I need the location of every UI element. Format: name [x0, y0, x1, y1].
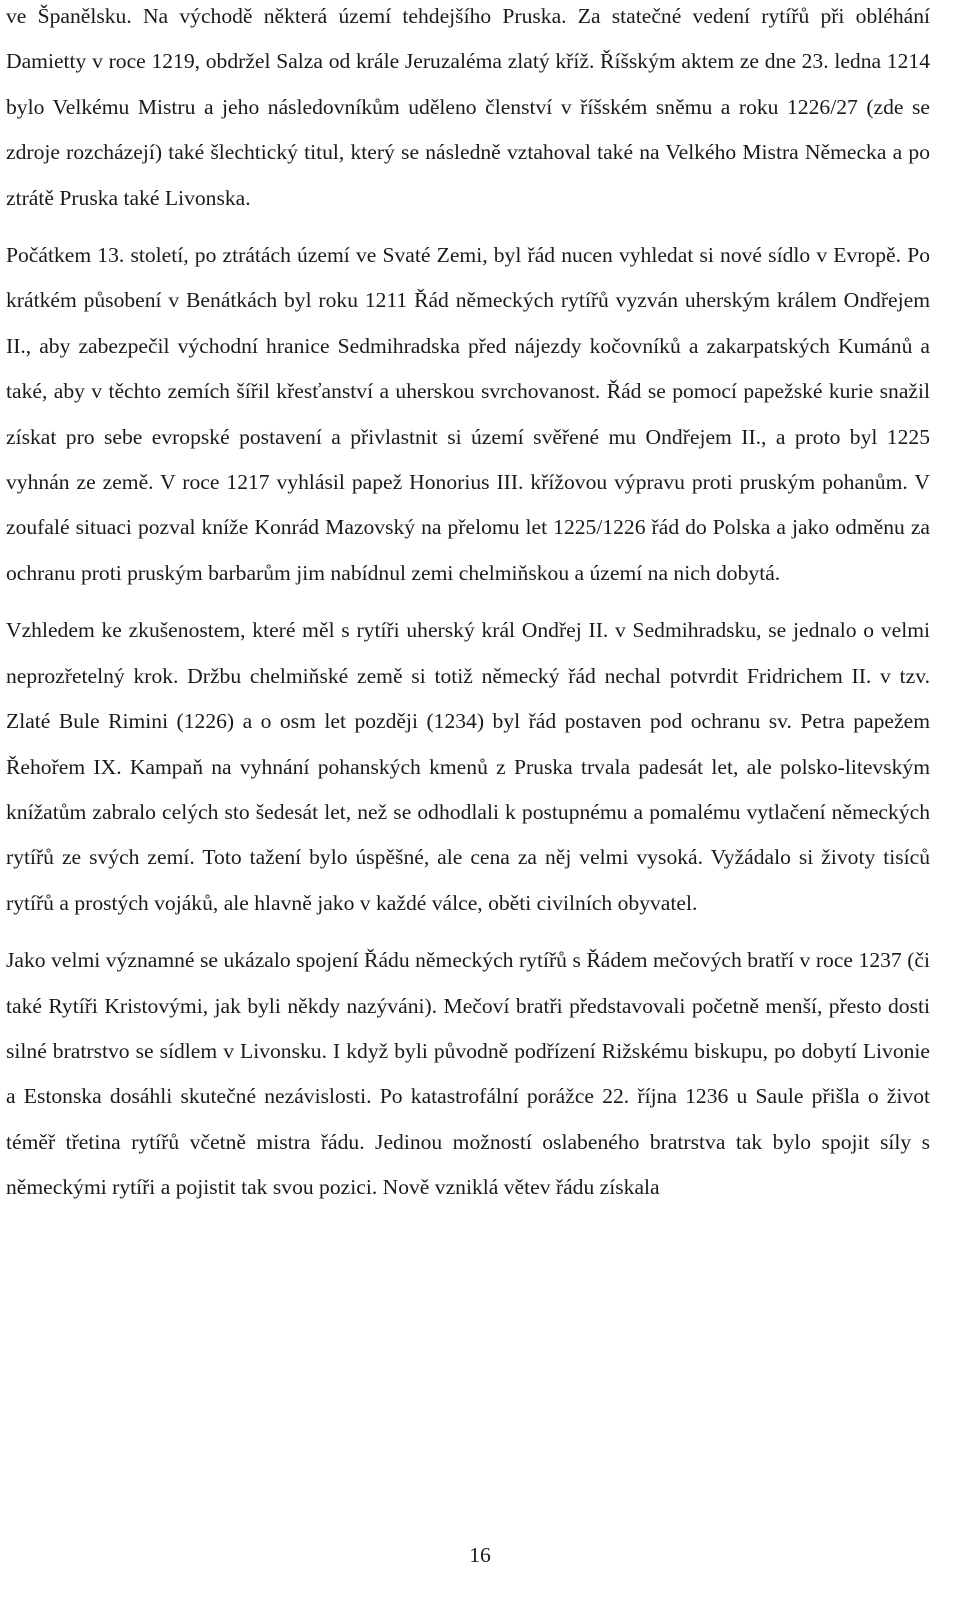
paragraph-3: Vzhledem ke zkušenostem, které měl s rytíři uherský král Ondřej II. v Sedmihradsku, se jednalo o velmi neprozřetelný krok. Držbu chelmiňské země si totiž německý řád nechal potvrdit Fridrichem II. v tzv. Zlaté Bule Rimini (1226) a o osm let později (1234) byl řád postaven pod ochranu sv. Petra papežem Řehořem IX. Kampaň na vyhnání pohanských kmenů z Pruska trvala padesát let, ale polsko-litevským knížatům zabralo celých sto šedesát let, než se odhodlali k postupnému a pomalému vytlačení německých rytířů ze svých zemí. Toto tažení bylo úspěšné, ale cena za něj velmi vysoká. Vyžádalo si životy tisíců rytířů a prostých vojáků, ale hlavně jako v každé válce, oběti civilních obyvatel. [6, 618, 930, 915]
document-page [6, 0, 930, 1211]
paragraph-2: Počátkem 13. století, po ztrátách území ve Svaté Zemi, byl řád nucen vyhledat si nové sídlo v Evropě. Po krátkém působení v Benátkách byl roku 1211 Řád německých rytířů vyzván uherským králem Ondřejem II., aby zabezpečil východní hranice Sedmihradska před nájezdy kočovníků a zakarpatských Kumánů a také, aby v těchto zemích šířil křesťanství a uherskou svrchovanost. Řád se pomocí papežské kurie snažil získat pro sebe evropské postavení a přivlastnit si území svěřené mu Ondřejem II., a proto byl 1225 vyhnán ze země. V roce 1217 vyhlásil papež Honorius III. křížovou výpravu proti pruským pohanům. V zoufalé situaci pozval kníže Konrád Mazovský na přelomu let 1225/1226 řád do Polska a jako odměnu za ochranu proti pruským barbarům jim nabídnul zemi chelmiňskou a území na nich dobytá. [6, 243, 930, 585]
paragraph-1: ve Španělsku. Na východě některá území tehdejšího Pruska. Za statečné vedení rytířů při obléhání Damietty v roce 1219, obdržel Salza od krále Jeruzaléma zlatý kříž. Říšským aktem ze dne 23. ledna 1214 bylo Velkému Mistru a jeho následovníkům uděleno členství v říšském sněmu a roku 1226/27 (zde se zdroje rozcházejí) také šlechtický titul, který se následně vztahoval také na Velkého Mistra Německa a po ztrátě Pruska také Livonska. [6, 4, 930, 210]
paragraph-4: Jako velmi významné se ukázalo spojení Řádu německých rytířů s Řádem mečových bratří v roce 1237 (či také Rytíři Kristovými, jak byli někdy nazýváni). Mečoví bratři představovali početně menší, přesto dosti silné bratrstvo se sídlem v Livonsku. I když byli původně podřízení Rižskému biskupu, po dobytí Livonie a Estonska dosáhli skutečné nezávislosti. Po katastrofální porážce 22. října 1236 u Saule přišla o život téměř třetina rytířů včetně mistra řádu. Jedinou možností oslabeného bratrstva tak bylo spojit síly s německými rytíři a pojistit tak svou pozici. Nově vzniklá větev řádu získala [6, 948, 930, 1200]
page-number: 16 [469, 1543, 491, 1567]
